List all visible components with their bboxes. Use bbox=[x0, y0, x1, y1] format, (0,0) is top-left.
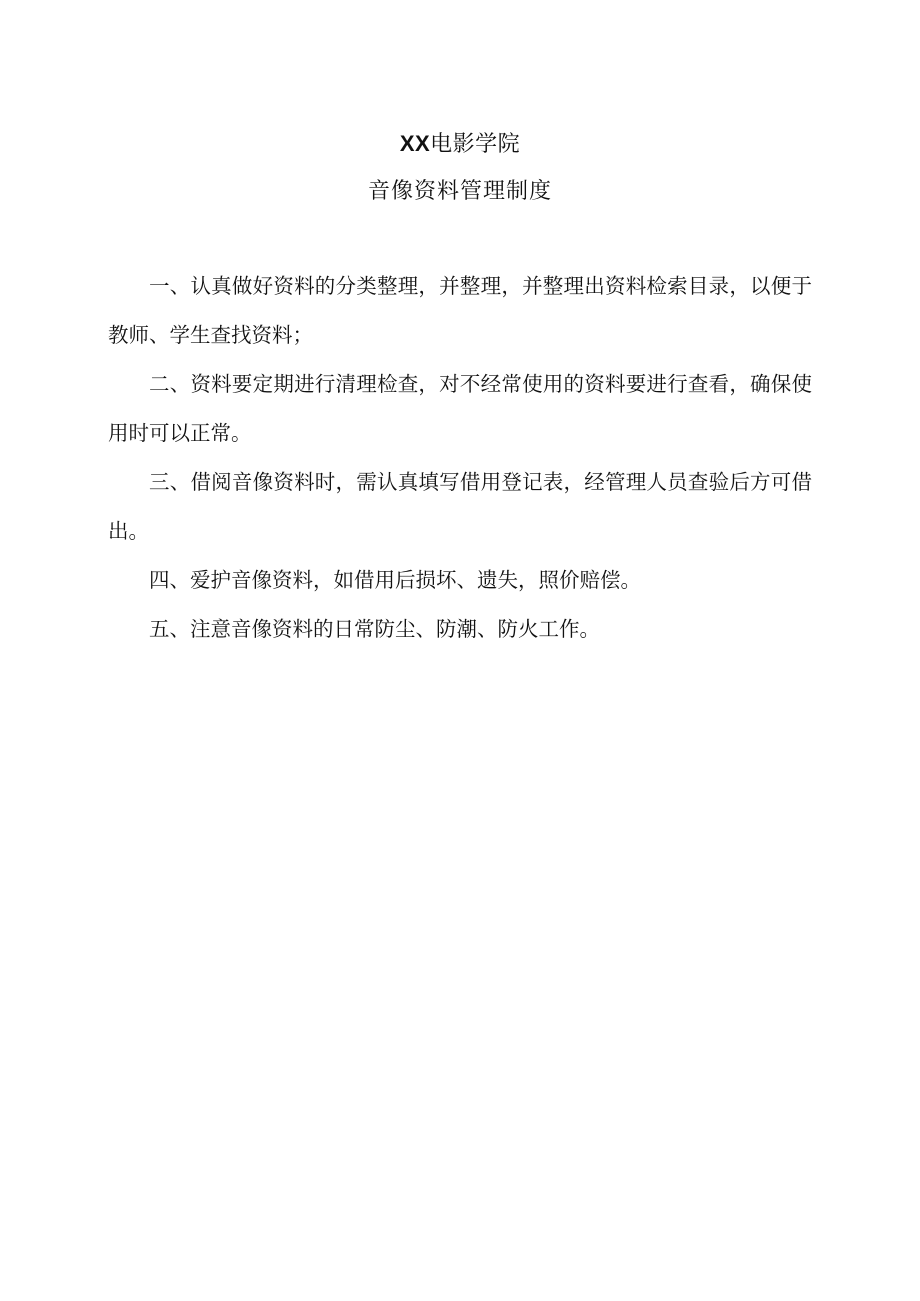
title-prefix: XX bbox=[399, 131, 431, 156]
document-body bbox=[108, 262, 812, 654]
paragraph-4: 四、爱护音像资料，如借用后损坏、遗失，照价赔偿。 bbox=[149, 568, 641, 592]
page-subtitle: 音像资料管理制度 bbox=[367, 179, 552, 204]
page-title bbox=[0, 128, 920, 161]
paragraph-2: 二、资料要定期进行清理检查，对不经常使用的资料要进行查看，确保使用时可以正常。 bbox=[108, 372, 812, 445]
paragraph-3: 三、借阅音像资料时，需认真填写借用登记表，经管理人员查验后方可借出。 bbox=[108, 470, 812, 543]
title-institution: 电影学院 bbox=[430, 132, 521, 157]
paragraph-5: 五、注意音像资料的日常防尘、防潮、防火工作。 bbox=[149, 617, 600, 641]
paragraph-1: 一、认真做好资料的分类整理，并整理，并整理出资料检索目录，以便于教师、学生查找资料； bbox=[108, 274, 812, 347]
